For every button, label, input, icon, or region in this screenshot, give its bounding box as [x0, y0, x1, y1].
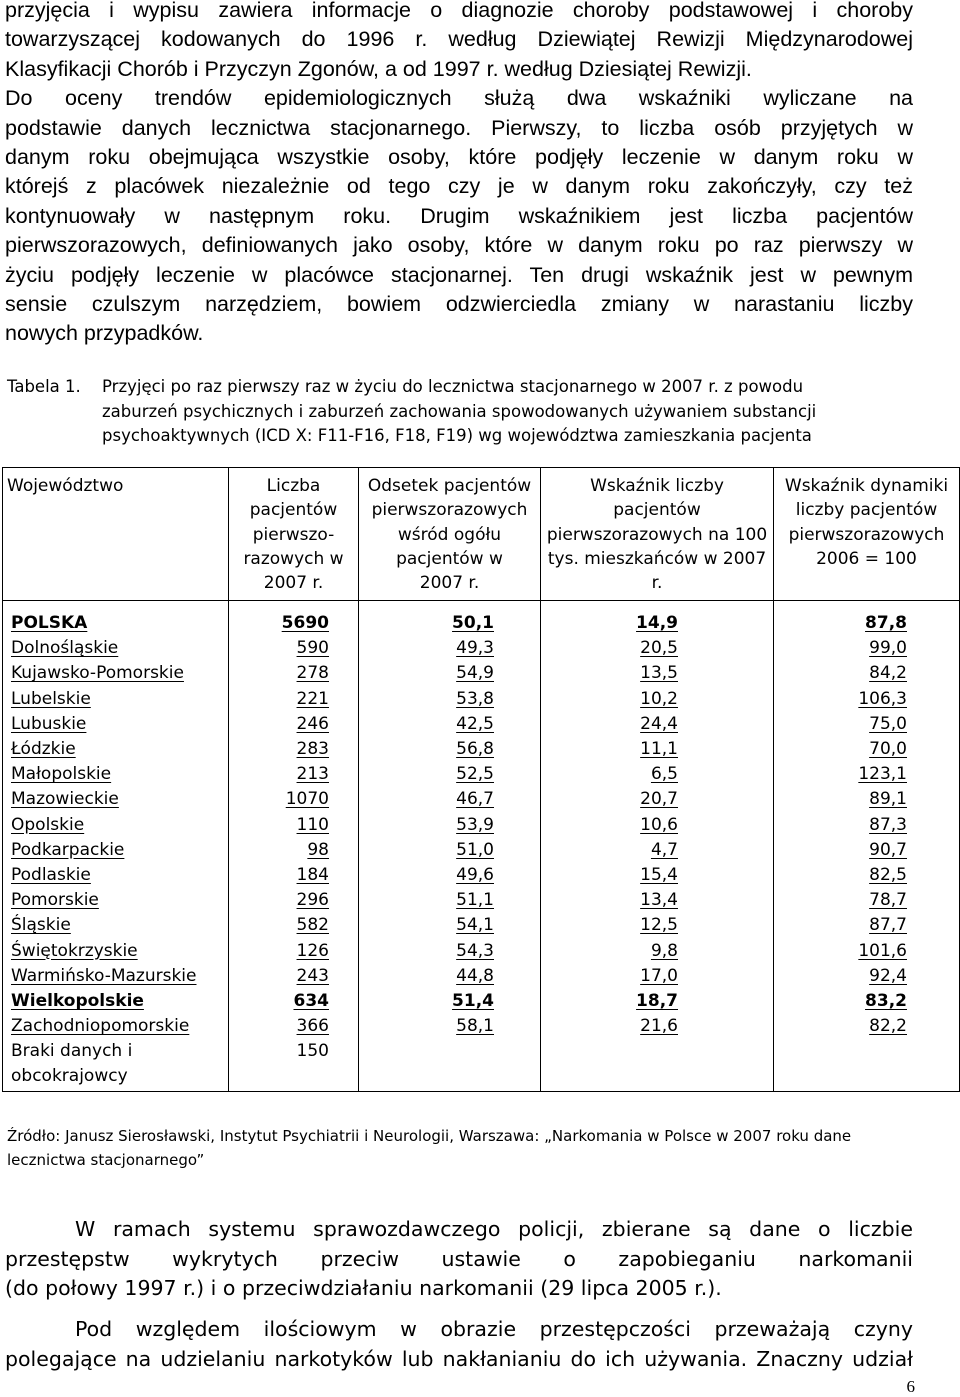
cell-dynamics-value: 90,7 — [869, 839, 907, 860]
cell-count — [229, 712, 359, 737]
intro-line: danym roku obejmująca wszystkie osoby, które podjęły leczenie w danym roku w — [5, 145, 913, 170]
police-paragraph — [5, 1215, 913, 1304]
intro-line: przyjęcia i wypisu zawiera informacje o diagnozie choroby podstawowej i choroby — [5, 0, 913, 22]
cell-percent-value: 54,1 — [456, 915, 494, 936]
crime-paragraph — [5, 1315, 913, 1374]
intro-line: podstawie danych lecznictwa stacjonarnego. Pierwszy, to liczba osób przyjętych w — [5, 115, 913, 140]
cell-dynamics-value: 99,0 — [869, 638, 907, 659]
cell-count-value: 184 — [296, 865, 329, 886]
header-percent — [359, 468, 541, 601]
cell-rate-value: 10,6 — [640, 814, 678, 835]
cell-rate-value: 6,5 — [650, 764, 678, 785]
cell-dynamics — [774, 762, 960, 787]
cell-count-value: 366 — [296, 1016, 329, 1037]
cell-rate — [541, 636, 774, 661]
para-line: polegające na udzielaniu narkotyków lub nakłanianiu do ich używania. Znaczny udział — [5, 1346, 913, 1371]
cell-dynamics-value: 84,2 — [869, 663, 907, 684]
cell-count — [229, 888, 359, 913]
voivodeship-name: POLSKA — [11, 613, 88, 633]
intro-paragraph — [5, 0, 913, 349]
table-row — [3, 888, 960, 913]
cell-rate-value: 11,1 — [640, 739, 678, 760]
voivodeship-name-line: Braki danych i — [11, 1041, 133, 1062]
cell-dynamics — [774, 989, 960, 1014]
cell-rate — [541, 712, 774, 737]
cell-dynamics-value: 89,1 — [869, 789, 907, 810]
table-row — [3, 636, 960, 661]
cell-voivodeship — [3, 762, 229, 787]
cell-voivodeship — [3, 838, 229, 863]
cell-voivodeship — [3, 787, 229, 812]
table-row — [3, 687, 960, 712]
cell-dynamics-value: 87,3 — [869, 814, 907, 835]
table-row — [3, 964, 960, 989]
cell-percent — [359, 787, 541, 812]
voivodeship-name: Świętokrzyskie — [11, 940, 138, 961]
cell-dynamics-value: 82,2 — [869, 1016, 907, 1037]
intro-line: sensie czulszym narzędziem, bowiem odzwierciedla zmiany w narastaniu liczby — [5, 292, 913, 317]
header-line: Województwo — [7, 476, 124, 496]
cell-rate — [541, 611, 774, 636]
table-row — [3, 939, 960, 964]
cell-count-value: 243 — [296, 965, 329, 986]
cell-dynamics-value: 70,0 — [869, 739, 907, 760]
header-line: pacjentów — [249, 500, 338, 521]
cell-percent-value: 44,8 — [456, 965, 494, 986]
cell-percent-value: 42,5 — [456, 713, 494, 734]
cell-percent — [359, 838, 541, 863]
cell-rate-value: 9,8 — [650, 940, 678, 961]
cell-count — [229, 661, 359, 686]
cell-rate-value: 13,4 — [640, 890, 678, 911]
cell-percent — [359, 636, 541, 661]
voivodeship-name: Lubelskie — [11, 688, 91, 709]
para-line: przestępstw wykrytych przeciw ustawie o zapobieganiu narkomanii — [5, 1246, 913, 1271]
header-line: pierwszo- — [252, 524, 335, 545]
cell-dynamics-value: 87,7 — [869, 915, 907, 936]
cell-percent-value: 46,7 — [456, 789, 494, 810]
cell-count — [229, 687, 359, 712]
source-line: lecznictwa stacjonarnego” — [7, 1151, 205, 1169]
cell-voivodeship — [3, 989, 229, 1014]
cell-percent-value: 50,1 — [452, 613, 494, 633]
table-row — [3, 712, 960, 737]
header-line: pierwszorazowych — [788, 524, 945, 545]
table-row — [3, 787, 960, 812]
cell-dynamics-value: 75,0 — [869, 713, 907, 734]
cell-voivodeship — [3, 737, 229, 762]
cell-count-value: 5690 — [281, 613, 329, 633]
intro-line: życiu podjęły leczenie w placówce stacjonarnej. Ten drugi wskaźnik jest w pewnym — [5, 262, 913, 287]
voivodeship-name: Kujawsko-Pomorskie — [11, 663, 184, 684]
cell-rate — [541, 762, 774, 787]
cell-rate-value: 20,5 — [640, 638, 678, 659]
cell-rate — [541, 661, 774, 686]
cell-count — [229, 863, 359, 888]
cell-dynamics — [774, 1014, 960, 1039]
header-line: pierwszorazowych na 100 — [546, 524, 768, 545]
cell-percent-value: 49,3 — [456, 638, 494, 659]
cell-percent-value: 51,1 — [456, 890, 494, 911]
cell-percent — [359, 863, 541, 888]
header-line: pacjentów — [613, 500, 701, 521]
cell-count-value: 1070 — [285, 789, 329, 810]
intro-line: którejś z placówek niezależnie od tego czy je w danym roku zakończyły, czy też — [5, 174, 913, 199]
cell-rate-value: 18,7 — [636, 991, 678, 1012]
table-row — [3, 838, 960, 863]
cell-percent-value: 54,9 — [456, 663, 494, 684]
caption-line: psychoaktywnych (ICD X: F11-F16, F18, F19) wg województwa zamieszkania pacjenta — [102, 426, 812, 445]
cell-voivodeship — [3, 939, 229, 964]
cell-percent-value: 53,9 — [456, 814, 494, 835]
caption-line: Przyjęci po raz pierwszy raz w życiu do lecznictwa stacjonarnego w 2007 r. z powodu — [102, 377, 804, 396]
cell-count — [229, 1039, 359, 1092]
header-line: 2007 r. — [419, 573, 480, 594]
cell-voivodeship — [3, 863, 229, 888]
voivodeship-name: Pomorskie — [11, 890, 99, 911]
cell-count — [229, 636, 359, 661]
cell-rate-value: 21,6 — [640, 1016, 678, 1037]
voivodeship-name: Podkarpackie — [11, 839, 125, 860]
source-note — [7, 1124, 917, 1172]
cell-voivodeship — [3, 661, 229, 686]
table-row-missing-data — [3, 1039, 960, 1092]
cell-count-value: 582 — [296, 915, 329, 936]
cell-rate — [541, 1039, 774, 1092]
cell-count — [229, 611, 359, 636]
cell-dynamics — [774, 838, 960, 863]
cell-dynamics-value: 123,1 — [858, 764, 907, 785]
cell-percent — [359, 661, 541, 686]
spacer-row — [3, 601, 960, 612]
cell-dynamics — [774, 611, 960, 636]
cell-voivodeship — [3, 712, 229, 737]
voivodeship-name-line: obcokrajowcy — [11, 1066, 128, 1087]
cell-count — [229, 939, 359, 964]
cell-rate-value: 4,7 — [650, 839, 678, 860]
cell-percent-value: 52,5 — [456, 764, 494, 785]
cell-dynamics — [774, 687, 960, 712]
intro-line: nowych przypadków. — [5, 321, 204, 346]
cell-dynamics-value: 83,2 — [865, 991, 907, 1012]
cell-rate — [541, 687, 774, 712]
cell-count — [229, 989, 359, 1014]
cell-count-value: 150 — [296, 1041, 329, 1062]
header-rate — [541, 468, 774, 601]
header-line: Liczba — [266, 476, 321, 496]
cell-count — [229, 737, 359, 762]
table-row — [3, 762, 960, 787]
cell-rate-value: 17,0 — [640, 965, 678, 986]
cell-voivodeship — [3, 913, 229, 938]
cell-percent — [359, 939, 541, 964]
cell-rate — [541, 838, 774, 863]
cell-dynamics-value: 87,8 — [865, 613, 907, 633]
voivodeship-name: Małopolskie — [11, 764, 112, 785]
voivodeship-name: Śląskie — [11, 915, 71, 936]
cell-dynamics — [774, 661, 960, 686]
cell-rate — [541, 813, 774, 838]
cell-count — [229, 964, 359, 989]
cell-voivodeship — [3, 687, 229, 712]
cell-dynamics — [774, 939, 960, 964]
header-line: Odsetek pacjentów — [367, 476, 532, 496]
cell-voivodeship — [3, 1014, 229, 1039]
voivodeship-name: Mazowieckie — [11, 789, 119, 810]
cell-count — [229, 838, 359, 863]
cell-percent-value: 54,3 — [456, 940, 494, 961]
cell-rate — [541, 939, 774, 964]
cell-count-value: 221 — [296, 688, 329, 709]
cell-dynamics-value: 92,4 — [869, 965, 907, 986]
cell-dynamics — [774, 636, 960, 661]
header-count — [229, 468, 359, 601]
cell-percent-value: 53,8 — [456, 688, 494, 709]
cell-count-value: 590 — [296, 638, 329, 659]
cell-dynamics — [774, 813, 960, 838]
caption-line: zaburzeń psychicznych i zaburzeń zachowania spowodowanych używaniem substancji — [102, 401, 817, 421]
cell-percent-value: 49,6 — [456, 865, 494, 886]
voivodeship-name: Łódzkie — [11, 739, 76, 760]
cell-dynamics — [774, 787, 960, 812]
header-line: Wskaźnik dynamiki — [784, 476, 949, 496]
para-line: Pod względem ilościowym w obrazie przestępczości przeważają czyny — [75, 1317, 913, 1341]
table-row — [3, 813, 960, 838]
voivodeship-name: Opolskie — [11, 814, 85, 835]
cell-count-value: 246 — [296, 713, 329, 734]
cell-dynamics-value: 78,7 — [869, 890, 907, 911]
source-line: Źródło: Janusz Sierosławski, Instytut Psychiatrii i Neurologii, Warszawa: „Narkomania w Polsce w 2007 roku dane — [7, 1127, 852, 1145]
header-line: wśród ogółu — [397, 524, 502, 545]
cell-voivodeship — [3, 636, 229, 661]
cell-rate-value: 15,4 — [640, 865, 678, 886]
voivodeship-name: Lubuskie — [11, 713, 87, 734]
cell-count — [229, 913, 359, 938]
voivodeship-name: Dolnośląskie — [11, 638, 119, 659]
voivodeship-name: Zachodniopomorskie — [11, 1016, 190, 1037]
cell-rate — [541, 863, 774, 888]
cell-percent — [359, 611, 541, 636]
cell-percent — [359, 813, 541, 838]
cell-count-value: 634 — [293, 991, 329, 1012]
cell-count — [229, 1014, 359, 1039]
cell-dynamics — [774, 888, 960, 913]
table-row — [3, 989, 960, 1014]
table-row — [3, 737, 960, 762]
header-line: tys. mieszkańców w 2007 — [547, 548, 767, 569]
cell-rate-value: 10,2 — [640, 688, 678, 709]
cell-voivodeship — [3, 1039, 229, 1092]
table-body — [3, 601, 960, 1092]
table-header-row — [3, 468, 960, 601]
cell-count-value: 213 — [296, 764, 329, 785]
intro-line: towarzyszącej kodowanych do 1996 r. według Dziewiątej Rewizji Międzynarodowej — [5, 27, 913, 52]
cell-count-value: 283 — [296, 739, 329, 760]
cell-rate — [541, 787, 774, 812]
cell-voivodeship — [3, 888, 229, 913]
voivodeship-table — [2, 467, 960, 1092]
header-line: Wskaźnik liczby — [590, 476, 724, 496]
header-dynamics — [774, 468, 960, 601]
cell-dynamics — [774, 913, 960, 938]
header-line: pierwszorazowych — [371, 500, 528, 521]
cell-percent — [359, 737, 541, 762]
header-line: 2007 r. — [263, 573, 324, 594]
cell-percent-value: 56,8 — [456, 739, 494, 760]
table-row — [3, 863, 960, 888]
table-row — [3, 611, 960, 636]
cell-dynamics — [774, 737, 960, 762]
cell-dynamics — [774, 964, 960, 989]
table-row — [3, 1014, 960, 1039]
cell-dynamics — [774, 712, 960, 737]
cell-dynamics — [774, 863, 960, 888]
cell-voivodeship — [3, 964, 229, 989]
intro-line: pierwszorazowych, definiowanych jako osoby, które w danym roku po raz pierwszy w — [5, 233, 913, 258]
cell-count — [229, 813, 359, 838]
cell-rate-value: 12,5 — [640, 915, 678, 936]
cell-voivodeship — [3, 611, 229, 636]
table-row — [3, 913, 960, 938]
header-voivodeship — [3, 468, 229, 601]
cell-rate — [541, 737, 774, 762]
cell-percent — [359, 712, 541, 737]
cell-percent — [359, 687, 541, 712]
cell-count-value: 296 — [296, 890, 329, 911]
table-row — [3, 661, 960, 686]
cell-percent — [359, 762, 541, 787]
cell-percent — [359, 913, 541, 938]
cell-dynamics-value: 106,3 — [858, 688, 907, 709]
cell-percent-value: 58,1 — [456, 1016, 494, 1037]
cell-dynamics — [774, 1039, 960, 1092]
intro-line: Klasyfikacji Chorób i Przyczyn Zgonów, a od 1997 r. według Dziesiątej Rewizji. — [5, 56, 752, 81]
cell-percent-value: 51,4 — [452, 991, 494, 1012]
cell-rate-value: 13,5 — [640, 663, 678, 684]
voivodeship-name: Warmińsko-Mazurskie — [11, 965, 197, 986]
para-line: (do połowy 1997 r.) i o przeciwdziałaniu narkomanii (29 lipca 2005 r.). — [5, 1276, 722, 1300]
cell-rate — [541, 913, 774, 938]
cell-percent-value: 51,0 — [456, 839, 494, 860]
voivodeship-name: Podlaskie — [11, 865, 91, 886]
header-line: pacjentów w — [396, 548, 503, 569]
cell-rate-value: 14,9 — [636, 613, 678, 633]
page-number: 6 — [906, 1377, 915, 1396]
voivodeship-name: Wielkopolskie — [11, 991, 144, 1012]
table-label: Tabela 1. — [7, 377, 81, 396]
cell-count-value: 278 — [296, 663, 329, 684]
cell-rate — [541, 1014, 774, 1039]
cell-count-value: 98 — [307, 839, 329, 860]
intro-line: Do oceny trendów epidemiologicznych służą dwa wskaźniki wyliczane na — [5, 86, 913, 111]
cell-rate-value: 24,4 — [640, 713, 678, 734]
header-line: razowych w — [243, 548, 344, 569]
cell-count-value: 126 — [296, 940, 329, 961]
header-line: 2006 = 100 — [816, 548, 917, 569]
header-line: liczby pacjentów — [795, 500, 938, 521]
cell-count — [229, 787, 359, 812]
cell-rate — [541, 888, 774, 913]
header-line: r. — [651, 573, 663, 594]
cell-voivodeship — [3, 813, 229, 838]
cell-rate — [541, 964, 774, 989]
cell-percent — [359, 1014, 541, 1039]
cell-percent — [359, 1039, 541, 1092]
cell-percent — [359, 888, 541, 913]
cell-percent — [359, 989, 541, 1014]
cell-dynamics-value: 82,5 — [869, 865, 907, 886]
intro-line: kontynuowały w następnym roku. Drugim wskaźnikiem jest liczba pacjentów — [5, 203, 913, 228]
cell-dynamics-value: 101,6 — [858, 940, 907, 961]
cell-count — [229, 762, 359, 787]
cell-percent — [359, 964, 541, 989]
cell-rate-value: 20,7 — [640, 789, 678, 810]
cell-rate — [541, 989, 774, 1014]
cell-count-value: 110 — [296, 814, 329, 835]
para-line: W ramach systemu sprawozdawczego policji, zbierane są dane o liczbie — [75, 1217, 913, 1241]
table-caption — [7, 375, 917, 449]
